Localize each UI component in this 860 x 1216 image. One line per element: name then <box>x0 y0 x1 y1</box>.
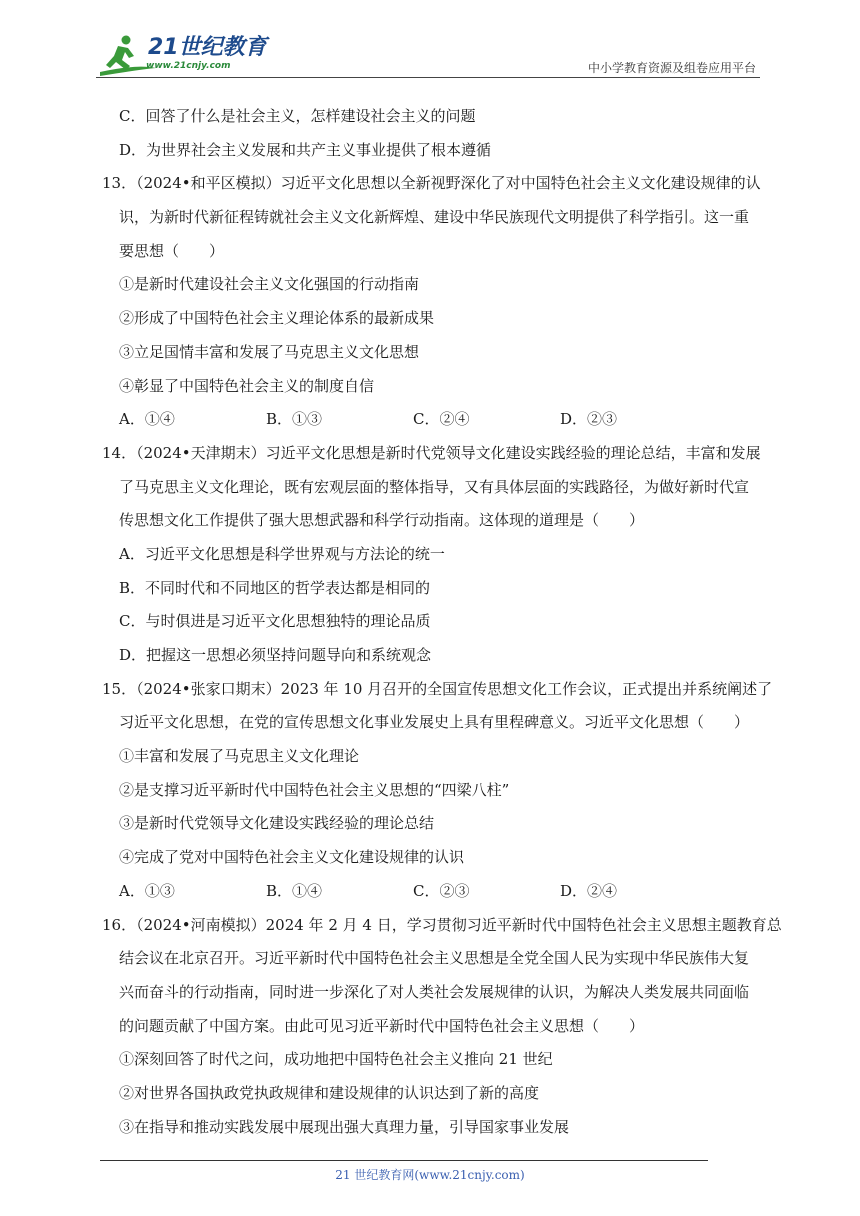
text-line: ①是新时代建设社会主义文化强国的行动指南 <box>119 275 420 294</box>
platform-title: 中小学教育资源及组卷应用平台 <box>587 61 756 75</box>
question-stem: 13．（2024•和平区模拟）习近平文化思想以全新视野深化了对中国特色社会主义文化建设规律的认 <box>102 174 761 193</box>
text-line: A．习近平文化思想是科学世界观与方法论的统一 <box>119 544 445 563</box>
header-divider <box>96 77 760 78</box>
text-line: 的问题贡献了中国方案。由此可见习近平新时代中国特色社会主义思想（ ） <box>119 1016 645 1035</box>
text-line: ④彰显了中国特色社会主义的制度自信 <box>119 376 375 395</box>
answer-option: A．①③ <box>119 881 175 900</box>
text-line: D．为世界社会主义发展和共产主义事业提供了根本遵循 <box>119 140 492 159</box>
page-header <box>0 0 860 80</box>
text-line: C．回答了什么是社会主义，怎样建设社会主义的问题 <box>119 107 476 125</box>
logo-text: 21世纪教育 <box>148 35 267 60</box>
logo-url: www.21cnjy.com <box>146 61 231 71</box>
text-line: 结会议在北京召开。习近平新时代中国特色社会主义思想是全党全国人民为实现中华民族伟大复 <box>119 949 750 968</box>
answer-option: C．②③ <box>413 881 470 900</box>
answer-options <box>102 403 768 437</box>
text-line: ①深刻回答了时代之问，成功地把中国特色社会主义推向 21 世纪 <box>119 1050 553 1069</box>
answer-option: D．②③ <box>560 410 618 429</box>
text-line: 了马克思主义文化理论，既有宏观层面的整体指导，又有具体层面的实践路径，为做好新时代宣 <box>119 477 750 496</box>
text-line: C．与时俱进是习近平文化思想独特的理论品质 <box>119 612 431 631</box>
question-stem: 15．（2024•张家口期末）2023 年 10 月召开的全国宣传思想文化工作会议，正式提出并系统阐述了 <box>102 679 773 698</box>
answer-options <box>102 875 768 909</box>
text-line: 兴而奋斗的行动指南，同时进一步深化了对人类社会发展规律的认识，为解决人类发展共同面临 <box>119 982 750 1001</box>
text-line: ②对世界各国执政党执政规律和建设规律的认识达到了新的高度 <box>119 1083 540 1102</box>
question-stem: 14．（2024•天津期末）习近平文化思想是新时代党领导文化建设实践经验的理论总结，丰富和发展 <box>102 443 761 462</box>
answer-option: C．②④ <box>413 410 470 429</box>
text-line: D．把握这一思想必须坚持问题导向和系统观念 <box>119 646 432 664</box>
text-line: 传思想文化工作提供了强大思想武器和科学行动指南。这体现的道理是（ ） <box>119 511 645 530</box>
text-line: 要思想（ ） <box>119 241 225 260</box>
text-line: ②形成了中国特色社会主义理论体系的最新成果 <box>119 309 435 328</box>
answer-option: D．②④ <box>560 881 618 900</box>
text-line: ①丰富和发展了马克思主义文化理论 <box>119 747 360 766</box>
footer-divider <box>100 1160 708 1161</box>
answer-option: B．①③ <box>266 410 323 429</box>
text-line: ③是新时代党领导文化建设实践经验的理论总结 <box>119 814 435 833</box>
text-line: ②是支撑习近平新时代中国特色社会主义思想的“四梁八柱” <box>119 780 510 799</box>
answer-option: B．①④ <box>266 881 323 900</box>
text-line: ③在指导和推动实践发展中展现出强大真理力量，引导国家事业发展 <box>119 1117 570 1136</box>
question-stem: 16．（2024•河南模拟）2024 年 2 月 4 日，学习贯彻习近平新时代中国特色社会主义思想主题教育总 <box>102 915 782 934</box>
answer-option: A．①④ <box>119 410 175 429</box>
text-line: B．不同时代和不同地区的哲学表达都是相同的 <box>119 578 431 597</box>
text-line: 识，为新时代新征程铸就社会主义文化新辉煌、建设中华民族现代文明提供了科学指引。这一重 <box>119 208 750 227</box>
footer-text: 21 世纪教育网(www.21cnjy.com) <box>335 1168 525 1182</box>
text-line: ④完成了党对中国特色社会主义文化建设规律的认识 <box>119 848 465 867</box>
question-content <box>102 100 782 1144</box>
text-line: ③立足国情丰富和发展了马克思主义文化思想 <box>119 342 420 361</box>
text-line: 习近平文化思想，在党的宣传思想文化事业发展史上具有里程碑意义。习近平文化思想（ ） <box>119 713 750 732</box>
